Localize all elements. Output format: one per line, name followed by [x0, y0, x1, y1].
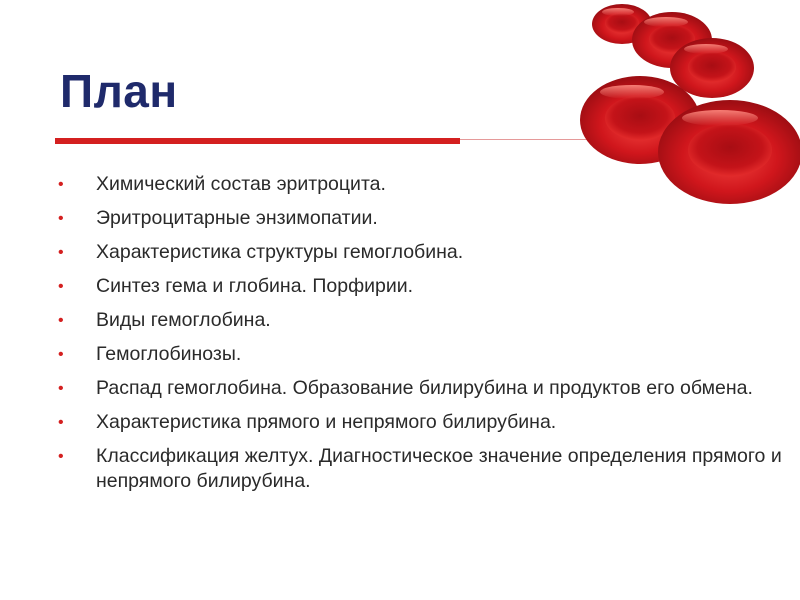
bullet-icon: •: [58, 312, 64, 329]
list-item: [58, 308, 788, 333]
list-item: [58, 172, 788, 197]
list-item-text: Химический состав эритроцита.: [96, 173, 386, 195]
list-item: [58, 410, 788, 435]
title-underline-accent: [55, 138, 460, 144]
bullet-icon: •: [58, 278, 64, 295]
list-item-text: Гемоглобинозы.: [96, 343, 242, 365]
bullet-icon: •: [58, 346, 64, 363]
blood-cell-upper-right: [670, 38, 754, 98]
list-item: [58, 274, 788, 299]
list-item-text: Классификация желтух. Диагностическое значение определения прямого и непрямого билирубина.: [96, 445, 782, 492]
list-item-text: Синтез гема и глобина. Порфирии.: [96, 275, 414, 297]
bullet-icon: •: [58, 380, 64, 397]
list-item: [58, 206, 788, 231]
list-item-text: Характеристика прямого и непрямого билирубина.: [96, 411, 557, 433]
list-item-text: Эритроцитарные энзимопатии.: [96, 207, 378, 229]
list-item: [58, 376, 788, 401]
list-item: [58, 342, 788, 367]
list-item-text: Характеристика структуры гемоглобина.: [96, 241, 464, 263]
bullet-icon: •: [58, 414, 64, 431]
plan-list: [58, 172, 788, 503]
bullet-icon: •: [58, 244, 64, 261]
bullet-icon: •: [58, 448, 64, 465]
list-item: [58, 444, 788, 494]
slide-title: План: [60, 65, 178, 117]
bullet-icon: •: [58, 210, 64, 227]
bullet-icon: •: [58, 176, 64, 193]
list-item: [58, 240, 788, 265]
list-item-text: Распад гемоглобина. Образование билирубина и продуктов его обмена.: [96, 377, 753, 399]
list-item-text: Виды гемоглобина.: [96, 309, 271, 331]
